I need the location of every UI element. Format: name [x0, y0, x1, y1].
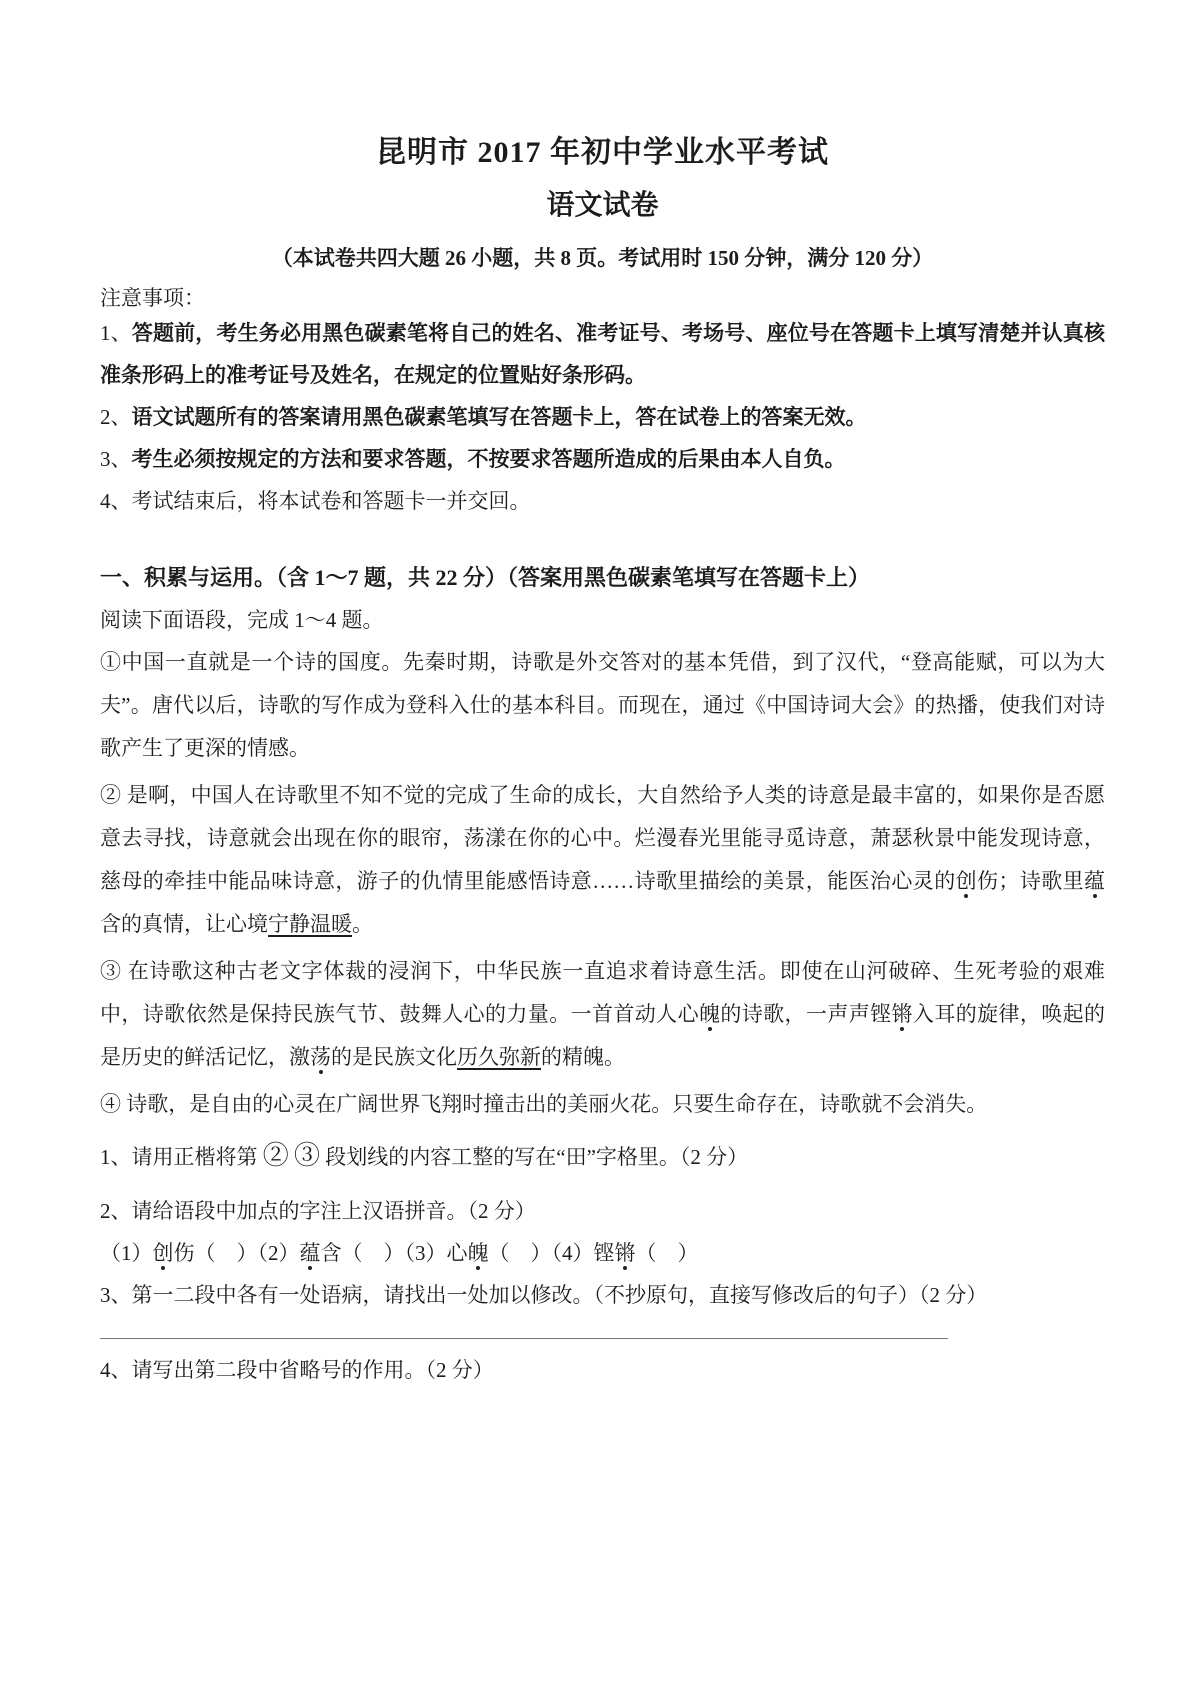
- notice-number: 3、: [100, 447, 132, 471]
- exam-subtitle: 语文试卷: [546, 190, 659, 221]
- question-2: 2、请给语段中加点的字注上汉语拼音。（2 分）: [100, 1199, 536, 1223]
- notices-label: 注意事项：: [100, 286, 205, 310]
- exam-paper-page: [0, 134, 1200, 1687]
- notice-item-3: [100, 438, 1105, 480]
- notice-text: 语文试题所有的答案请用黑色碳素笔填写在答题卡上，答在试卷上的答案无效。: [131, 405, 867, 429]
- question-2-pinyin-blanks: （1）创伤（ ）（2）蕴含（ ）（3）心魄（ ）（4）铿锵（ ）: [100, 1241, 699, 1265]
- notice-number: 2、: [100, 405, 132, 429]
- notice-number: 1、: [100, 321, 132, 345]
- section-one-heading: 一、积累与运用。（含 1～7 题，共 22 分）（答案用黑色碳素笔填写在答题卡上）: [100, 565, 871, 590]
- notice-text: 考试结束后，将本试卷和答题卡一并交回。: [131, 489, 531, 513]
- notice-item-4: [100, 480, 1105, 522]
- question-1: 1、请用正楷将第 ② ③ 段划线的内容工整的写在“田”字格里。（2 分）: [100, 1141, 749, 1170]
- exam-info-line: （本试卷共四大题 26 小题，共 8 页。考试用时 150 分钟，满分 120 分）: [271, 246, 934, 270]
- notice-text: 答题前，考生务必用黑色碳素笔将自己的姓名、准考证号、考场号、座位号在答题卡上填写清楚并认真核准条形码上的准考证号及姓名，在规定的位置贴好条形码。: [100, 321, 1106, 387]
- question-4: 4、请写出第二段中省略号的作用。（2 分）: [100, 1358, 494, 1382]
- notice-text: 考生必须按规定的方法和要求答题，不按要求答题所造成的后果由本人自负。: [131, 447, 846, 471]
- passage-paragraph-3: ③ 在诗歌这种古老文字体裁的浸润下，中华民族一直追求着诗意生活。即使在山河破碎、生死考验的艰难中，诗歌依然是保持民族气节、鼓舞人心的力量。一首首动人心魄的诗歌，一声声铿锵入耳的旋律，唤起的是历史的鲜活记忆，激荡的是民族文化历久弥新的精魄。: [100, 959, 1106, 1069]
- notice-number: 4、: [100, 489, 132, 513]
- exam-title: 昆明市 2017 年初中学业水平考试: [376, 136, 829, 169]
- notice-item-1: [100, 312, 1105, 396]
- question-3: 3、第一二段中各有一处语病，请找出一处加以修改。（不抄原句，直接写修改后的句子）（2 分）: [100, 1283, 988, 1307]
- passage-paragraph-4: ④ 诗歌，是自由的心灵在广阔世界飞翔时撞击出的美丽火花。只要生命存在，诗歌就不会消失。: [100, 1092, 988, 1116]
- notices-list: [100, 312, 1105, 522]
- reading-intro: 阅读下面语段，完成 1～4 题。: [100, 608, 384, 632]
- passage-paragraph-2: ② 是啊，中国人在诗歌里不知不觉的完成了生命的成长，大自然给予人类的诗意是最丰富的，如果你是否愿意去寻找，诗意就会出现在你的眼帘，荡漾在你的心中。烂漫春光里能寻觅诗意，萧瑟秋景中能发现诗意，慈母的牵挂中能品味诗意，游子的仇情里能感悟诗意……诗歌里描绘的美景，能医治心灵的创伤；诗歌里蕴含的真情，让心境宁静温暖。: [100, 783, 1106, 936]
- answer-blank-line: [100, 1338, 948, 1339]
- notice-item-2: [100, 396, 1105, 438]
- passage-paragraph-1: ①中国一直就是一个诗的国度。先秦时期，诗歌是外交答对的基本凭借，到了汉代，“登高能赋，可以为大夫”。唐代以后，诗歌的写作成为登科入仕的基本科目。而现在，通过《中国诗词大会》的热播，使我们对诗歌产生了更深的情感。: [100, 650, 1105, 760]
